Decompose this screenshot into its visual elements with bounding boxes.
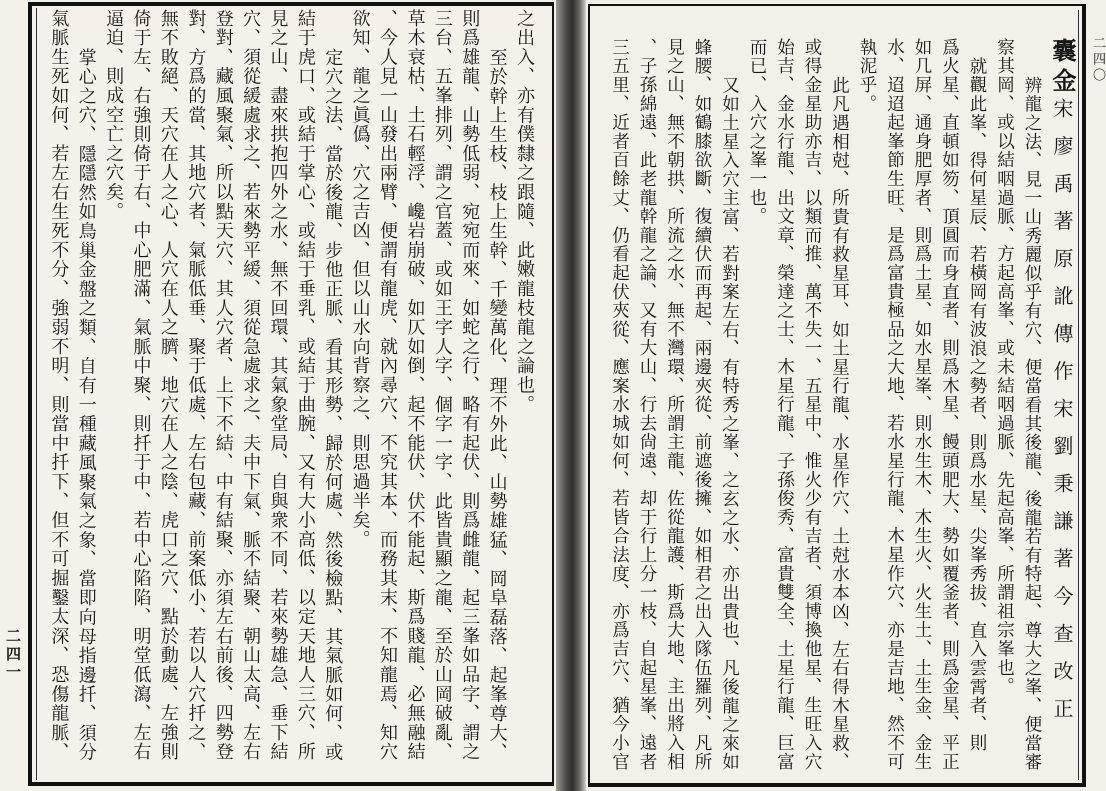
text-column: 水、迢迢起峯節生旺、是爲富貴極品之大地、若水星行龍、木星作穴、亦是吉地、然不可 [884, 38, 905, 772]
book-title: 囊金 [1048, 38, 1077, 98]
text-column: 如几屏、通身肥厚者、則爲土星、如水星峯、則水生木、木生火、火生土、土生金、金生 [912, 38, 932, 772]
text-column: 、今人見一山發出兩臂、便謂有龍虎、就內尋穴、不究其本、而務其末、不知龍焉、知穴 [377, 9, 399, 762]
text-column: 三台、五峯排列、謂之官蓋、或如王字人字、個字一字、此皆貴顯之龍、至於山岡破亂、 [431, 9, 453, 762]
text-column: 至於幹上生枝、枝上生幹、千變萬化、理不外此、山勢雄猛、岡阜磊落、起峯尊大、 [486, 47, 508, 762]
text-column: 、子孫綿遠、此老龍幹龍之論、又有大山、行去尙遠、却于行上分一枝、自起星峯、遠者 [637, 38, 657, 772]
text-column: 蜂腰、如鶴膝欲斷、復續伏而再起、兩邊夾從、前遮後擁、如相君之出入隊伍羅列、凡所 [692, 38, 712, 772]
page-number-right: 二四〇 [1090, 36, 1105, 84]
byline: 宋廖禹著原訛傳作宋劉秉謙著今查改正 [1050, 98, 1074, 736]
text-column: 氣脈生死如何、若左右生死不分、強弱不明、則當中扦下、但不可掘鑿太深、恐傷龍脈、 [48, 9, 70, 762]
text-column: 三五里、近者百餘丈、仍看起伏夾從、應案水城如何、若皆合法度、亦爲吉穴、猶今小官 [609, 38, 630, 772]
text-column: 草木衰枯、土石輕浮、巉岩崩破、如仄如倒、起不能伏、伏不能起、斯爲賤龍、必無融結 [404, 9, 426, 762]
text-column: 無不敗絕、天穴在人之心、人穴在人之臍、地穴在人之陰、虎口之穴、點於動處、左強則 [157, 9, 179, 762]
text-column: 見之山、無不朝拱、所流之水、無不灣環、所謂主龍、佐從龍護、斯爲大地、主出將入相 [664, 38, 685, 772]
page-number-left: 二四一 [4, 628, 22, 682]
text-column: 之出入、亦有僕隸之跟隨、此嫩龍枝龍之論也。 [514, 9, 535, 415]
text-column: 則爲雄龍、山勢低弱、宛宛而來、如蛇之行、略有起伏、則爲雌龍、起三峯如品字、謂之 [459, 9, 481, 762]
text-column: 結于虎口、或結于掌心、或結于垂乳、或結于曲腕、又有大小高低、以定天地人三穴、所 [294, 9, 316, 762]
text-column: 逼迫、則成空亡之穴矣。 [103, 9, 125, 222]
left-page-inner-rule [36, 8, 37, 780]
right-page-text [604, 38, 1080, 786]
title-column [1045, 38, 1080, 786]
text-column: 登對、藏風聚氣、所以點天穴、其人穴者、上下不結、中有結聚、亦須左右前後、四勢登 [212, 9, 234, 762]
text-column: 察其岡、或以結咽過脈、方起高峯、或未結咽過脈、先起高峯、所謂祖宗峯也。 [994, 38, 1015, 696]
text-column: 又如土星入穴主富、若對案左右、有特秀之峯、之玄之水、亦出貴也、凡後龍之來如 [719, 75, 740, 772]
text-column: 掌心之穴、隱隱然如鳥巢金盤之類、自有一種藏風聚氣之象、當即向母指邊扦、須分 [75, 47, 97, 762]
text-column: 辨龍之法、見一山秀麗似乎有穴、便當看其後龍、後龍若有特起、尊大之峯、便當審 [1022, 75, 1042, 772]
text-column: 對、方爲的當、其地穴者、氣脈低垂、聚于低處、左右包藏、前案低小、若以人穴扦之、 [185, 9, 207, 762]
text-column: 定穴之法、當於後龍、步他正脈、看其形勢、歸於何處、然後檢點、其氣脈如何、或 [322, 47, 344, 762]
text-column: 見之山、盡來拱抱四外之水、無不回環、其氣象堂局、自與衆不同、若來勢雄急、垂下結 [267, 9, 289, 762]
text-column: 此凡遇相尅、所貴有救星耳、如土星行龍、水星作穴、土尅水本凶、左右得木星救、 [829, 75, 850, 772]
text-column: 始吉、金水行龍、出文章、榮達之士、木星行龍、子孫俊秀、富貴雙全、土星行龍、巨富 [774, 38, 795, 772]
text-column: 就觀此峯、得何星辰、若橫岡有波浪之勢者、則爲水星、尖峯秀拔、直入雲霄者、則 [967, 56, 987, 753]
text-column: 或得金星助亦吉、以類而推、萬不失一、五星中、惟火少有吉者、須博換他星、生旺入穴 [802, 38, 822, 772]
book-spine [556, 0, 586, 791]
text-column: 爲火星、直頓如笏、頂圓而身直者、則爲木星、饅頭肥大、勢如覆釜者、則爲金星、平正 [939, 38, 960, 772]
text-column: 倚于左、右強則倚于右、中心肥滿、氣脈中聚、則扦于中、若中心陷陷、明堂低瀉、左右 [130, 9, 152, 762]
text-column: 欲知、龍之眞僞、穴之吉凶、但以山水向背察之、則思過半矣。 [349, 9, 371, 550]
left-page-text [44, 9, 538, 785]
text-column: 執泥乎。 [857, 38, 877, 114]
text-column: 穴、須從緩處求之、若來勢平緩、須從急處求之、夫中下氣、脈不結聚、朝山太高、左右 [240, 9, 262, 762]
text-column: 而已、入穴之峯一也。 [747, 38, 767, 226]
